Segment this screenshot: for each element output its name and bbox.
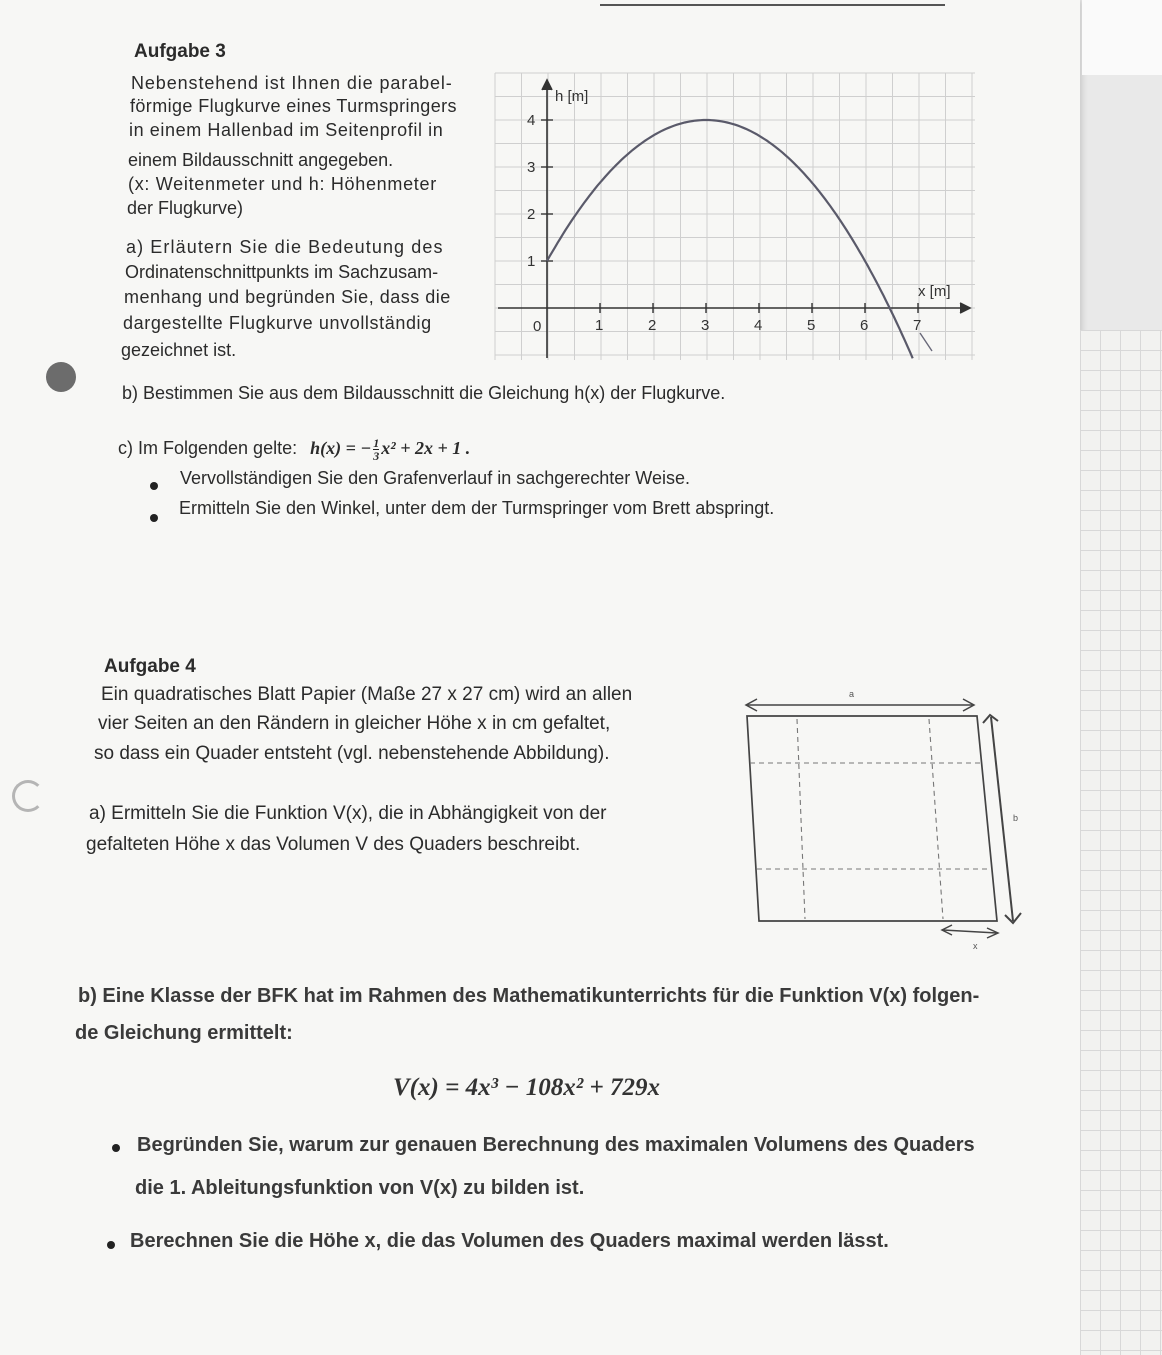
aufgabe4-bullet-1-line: die 1. Ableitungsfunktion von V(x) zu bilden ist.: [135, 1177, 585, 1199]
curve-continuation: [920, 333, 932, 351]
aufgabe3-intro-line: (x: Weitenmeter und h: Höhenmeter: [128, 174, 437, 194]
y-tick-label: 2: [527, 206, 536, 223]
aufgabe4-intro-line: vier Seiten an den Rändern in gleicher Höhe x in cm gefaltet,: [98, 713, 611, 734]
label-a: a: [849, 689, 855, 699]
aufgabe3-intro-line: Nebenstehend ist Ihnen die parabel-: [131, 73, 453, 93]
fold-lines: [750, 719, 991, 919]
part-a-line: menhang und begründen Sie, dass die: [124, 287, 451, 307]
punch-hole: [46, 362, 76, 392]
aufgabe3-bullet-2: Ermitteln Sie den Winkel, unter dem der Turmspringer vom Brett abspringt.: [179, 498, 775, 518]
background-grid-paper: [1080, 330, 1162, 1355]
aufgabe4-part-b-line: b) Eine Klasse der BFK hat im Rahmen des Mathematikunterrichts für die Funktion V(x) folgen-: [78, 985, 980, 1007]
top-rule: [600, 4, 945, 6]
background-paper-top: [1082, 0, 1162, 75]
part-c-prefix: c) Im Folgenden gelte:: [118, 438, 298, 458]
punch-hole: [12, 780, 44, 812]
part-a-line: Ordinatenschnittpunkts im Sachzusam-: [125, 262, 439, 282]
part-c-formula-rhs: x² + 2x + 1 .: [381, 438, 471, 458]
x-axis-label: x [m]: [918, 283, 951, 300]
aufgabe3-intro-line: förmige Flugkurve eines Turmspringers: [130, 96, 457, 116]
label-b: b: [1013, 813, 1019, 823]
y-axis-label: h [m]: [555, 88, 589, 105]
x-tick-label: 3: [701, 317, 710, 334]
part-a-line: dargestellte Flugkurve unvollständig: [123, 313, 432, 333]
folding-figure: [735, 683, 1035, 958]
x-tick-label: 5: [807, 317, 816, 334]
x-tick-label: 6: [860, 317, 869, 334]
aufgabe4-part-a-line: a) Ermitteln Sie die Funktion V(x), die in Abhängigkeit von der: [89, 803, 607, 824]
aufgabe4-bullet-2: Berechnen Sie die Höhe x, die das Volumen des Quaders maximal werden lässt.: [130, 1230, 889, 1252]
aufgabe4-intro-line: so dass ein Quader entsteht (vgl. nebenstehende Abbildung).: [94, 743, 610, 764]
aufgabe4-intro-line: Ein quadratisches Blatt Papier (Maße 27 x 27 cm) wird an allen: [101, 684, 633, 705]
fraction-numerator: 1: [373, 435, 380, 450]
aufgabe3-intro-line: in einem Hallenbad im Seitenprofil in: [129, 120, 444, 140]
bullet-dot: [150, 514, 158, 522]
y-tick-label: 1: [527, 253, 536, 270]
x-tick-label: 7: [913, 317, 922, 334]
part-a-line: a) Erläutern Sie die Bedeutung des: [126, 237, 444, 257]
x-tick-label: 1: [595, 317, 604, 334]
aufgabe4-bullet-1-line: Begründen Sie, warum zur genauen Berechnung des maximalen Volumens des Quaders: [137, 1134, 975, 1156]
graph-grid: [495, 73, 975, 360]
origin-label: 0: [533, 318, 542, 335]
arrow-x-line: [943, 930, 997, 933]
aufgabe4-part-a-line: gefalteten Höhe x das Volumen V des Quaders beschreibt.: [86, 834, 581, 855]
y-tick-label: 4: [527, 112, 536, 129]
aufgabe3-title: Aufgabe 3: [134, 41, 226, 62]
part-a-line: gezeichnet ist.: [121, 340, 237, 360]
aufgabe4-part-b-line: de Gleichung ermittelt:: [75, 1022, 293, 1044]
aufgabe3-part-b: b) Bestimmen Sie aus dem Bildausschnitt die Gleichung h(x) der Flugkurve.: [122, 383, 726, 403]
paper-square: [747, 716, 997, 921]
bullet-dot: [107, 1241, 115, 1249]
bullet-dot: [150, 482, 158, 490]
aufgabe3-intro-line: der Flugkurve): [127, 198, 244, 218]
volume-formula: V(x) = 4x³ − 108x² + 729x: [393, 1074, 660, 1101]
part-c-formula-lhs: h(x) = −: [310, 438, 372, 458]
fraction-denominator: 3: [373, 448, 380, 463]
part-c-formula-fraction: [373, 437, 379, 462]
x-tick-label: 2: [648, 317, 657, 334]
aufgabe3-intro-line: einem Bildausschnitt angegeben.: [128, 150, 394, 170]
bullet-dot: [112, 1144, 120, 1152]
aufgabe3-part-c: [118, 431, 470, 465]
aufgabe3-bullet-1: Vervollständigen Sie den Grafenverlauf in sachgerechter Weise.: [180, 468, 690, 488]
x-tick-label: 4: [754, 317, 763, 334]
label-x: x: [973, 941, 978, 951]
y-tick-label: 3: [527, 159, 536, 176]
flight-curve-graph: [490, 68, 980, 368]
aufgabe4-title: Aufgabe 4: [104, 656, 196, 677]
